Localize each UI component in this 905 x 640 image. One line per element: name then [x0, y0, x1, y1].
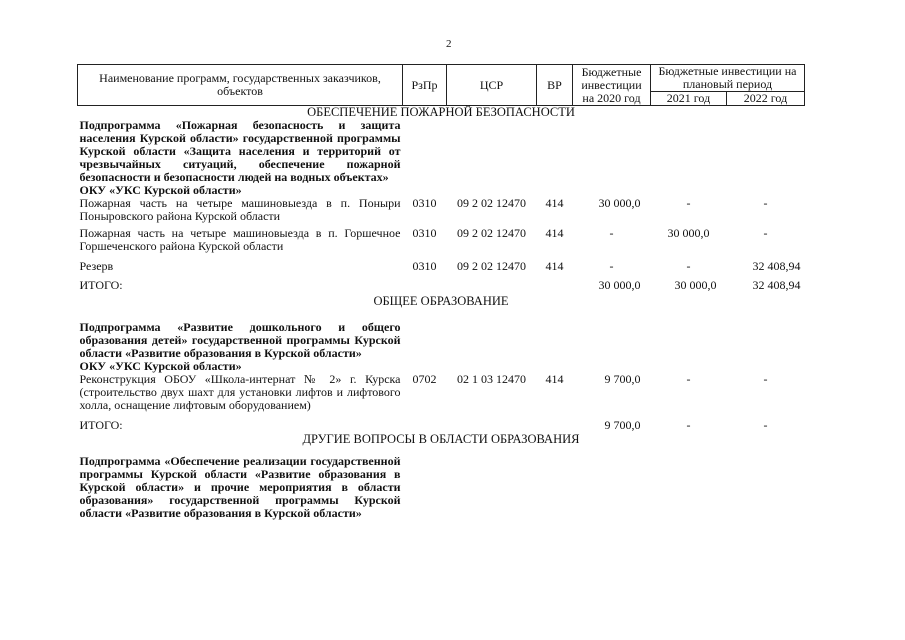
section-row	[78, 295, 805, 315]
page-number: 2	[446, 38, 452, 50]
rzpr-cell: 0310	[412, 259, 437, 273]
header-name: Наименование программ, государственных заказчиков, объектов	[78, 65, 403, 106]
section-title-other: ДРУГИЕ ВОПРОСЫ В ОБЛАСТИ ОБРАЗОВАНИЯ	[302, 432, 580, 446]
subprogram-row	[78, 451, 805, 520]
header-year-2022: 2022 год	[727, 92, 805, 106]
table-row	[78, 227, 805, 260]
section-row	[78, 433, 805, 451]
total-2021: -	[686, 418, 691, 432]
investment-table	[77, 64, 805, 520]
budget-2022-cell: -	[763, 372, 768, 386]
table-row	[78, 373, 805, 419]
total-2022: -	[763, 418, 768, 432]
header-vr: ВР	[537, 65, 573, 106]
subprogram-other: Подпрограмма «Обеспечение реализации государственной программы Курской области «Развитие образования в Курской области» и прочие мероприятия в области образования» государственной программы Курской области «Развитие образования в Курской области»	[79, 454, 401, 520]
total-2020: 30 000,0	[598, 278, 641, 292]
subprogram-row	[78, 119, 805, 184]
vr-cell: 414	[545, 226, 564, 240]
header-planned-period: Бюджетные инвестиции на плановый период	[651, 65, 805, 92]
subprogram-fire: Подпрограмма «Пожарная безопасность и защита населения Курской области» государственной программы Курской области «Защита населения и территорий от чрезвычайных ситуаций, обеспечение пожарной безопасности и безопасности людей на водных объектах»	[79, 118, 401, 184]
object-name: Резерв	[79, 259, 114, 273]
csr-cell: 09 2 02 12470	[457, 226, 526, 240]
subprogram-edu: Подпрограмма «Развитие дошкольного и общего образования детей» государственной программы Курской области «Развитие образования в Курской области»	[79, 320, 401, 360]
total-2020: 9 700,0	[604, 418, 641, 432]
budget-2022-cell: -	[763, 196, 768, 210]
rzpr-cell: 0310	[412, 196, 437, 210]
customer-name: ОКУ «УКС Курской области»	[79, 183, 242, 197]
budget-2020-cell: 30 000,0	[598, 196, 641, 210]
budget-2022-cell: 32 408,94	[752, 259, 801, 273]
header-investments-2020: Бюджетные инвестиции на 2020 год	[573, 65, 651, 106]
object-name: Пожарная часть на четыре машиновыезда в п. Поныри Поныровского района Курской области	[79, 196, 401, 223]
header-csr: ЦСР	[447, 65, 537, 106]
customer-name: ОКУ «УКС Курской области»	[79, 359, 242, 373]
total-2022: 32 408,94	[752, 278, 801, 292]
vr-cell: 414	[545, 372, 564, 386]
section-row	[78, 106, 805, 120]
total-row	[78, 419, 805, 433]
vr-cell: 414	[545, 259, 564, 273]
header-rzpr: РзПр	[403, 65, 447, 106]
budget-2021-cell: -	[686, 196, 691, 210]
budget-2021-cell: 30 000,0	[667, 226, 710, 240]
csr-cell: 09 2 02 12470	[457, 259, 526, 273]
total-row	[78, 279, 805, 295]
section-title-edu: ОБЩЕЕ ОБРАЗОВАНИЕ	[373, 294, 509, 308]
vr-cell: 414	[545, 196, 564, 210]
table-row	[78, 197, 805, 227]
table-row	[78, 260, 805, 279]
section-title-fire: ОБЕСПЕЧЕНИЕ ПОЖАРНОЙ БЕЗОПАСНОСТИ	[307, 105, 575, 119]
csr-cell: 02 1 03 12470	[457, 372, 526, 386]
total-label: ИТОГО:	[79, 278, 123, 292]
object-name: Реконструкция ОБОУ «Школа-интернат № 2» г. Курска (строительство двух шахт для установки лифтов и лифтового холла, оснащение лифтовым оборудованием)	[79, 372, 401, 412]
csr-cell: 09 2 02 12470	[457, 196, 526, 210]
object-name: Пожарная часть на четыре машиновыезда в п. Горшечное Горшеченского района Курской области	[79, 226, 401, 253]
budget-2022-cell: -	[763, 226, 768, 240]
budget-2020-cell: 9 700,0	[604, 372, 641, 386]
budget-2020-cell: -	[609, 259, 614, 273]
budget-2021-cell: -	[686, 259, 691, 273]
budget-2020-cell: -	[609, 226, 614, 240]
subprogram-row	[78, 315, 805, 360]
rzpr-cell: 0702	[412, 372, 437, 386]
rzpr-cell: 0310	[412, 226, 437, 240]
budget-2021-cell: -	[686, 372, 691, 386]
total-2021: 30 000,0	[674, 278, 717, 292]
header-year-2021: 2021 год	[651, 92, 727, 106]
total-label: ИТОГО:	[79, 418, 123, 432]
